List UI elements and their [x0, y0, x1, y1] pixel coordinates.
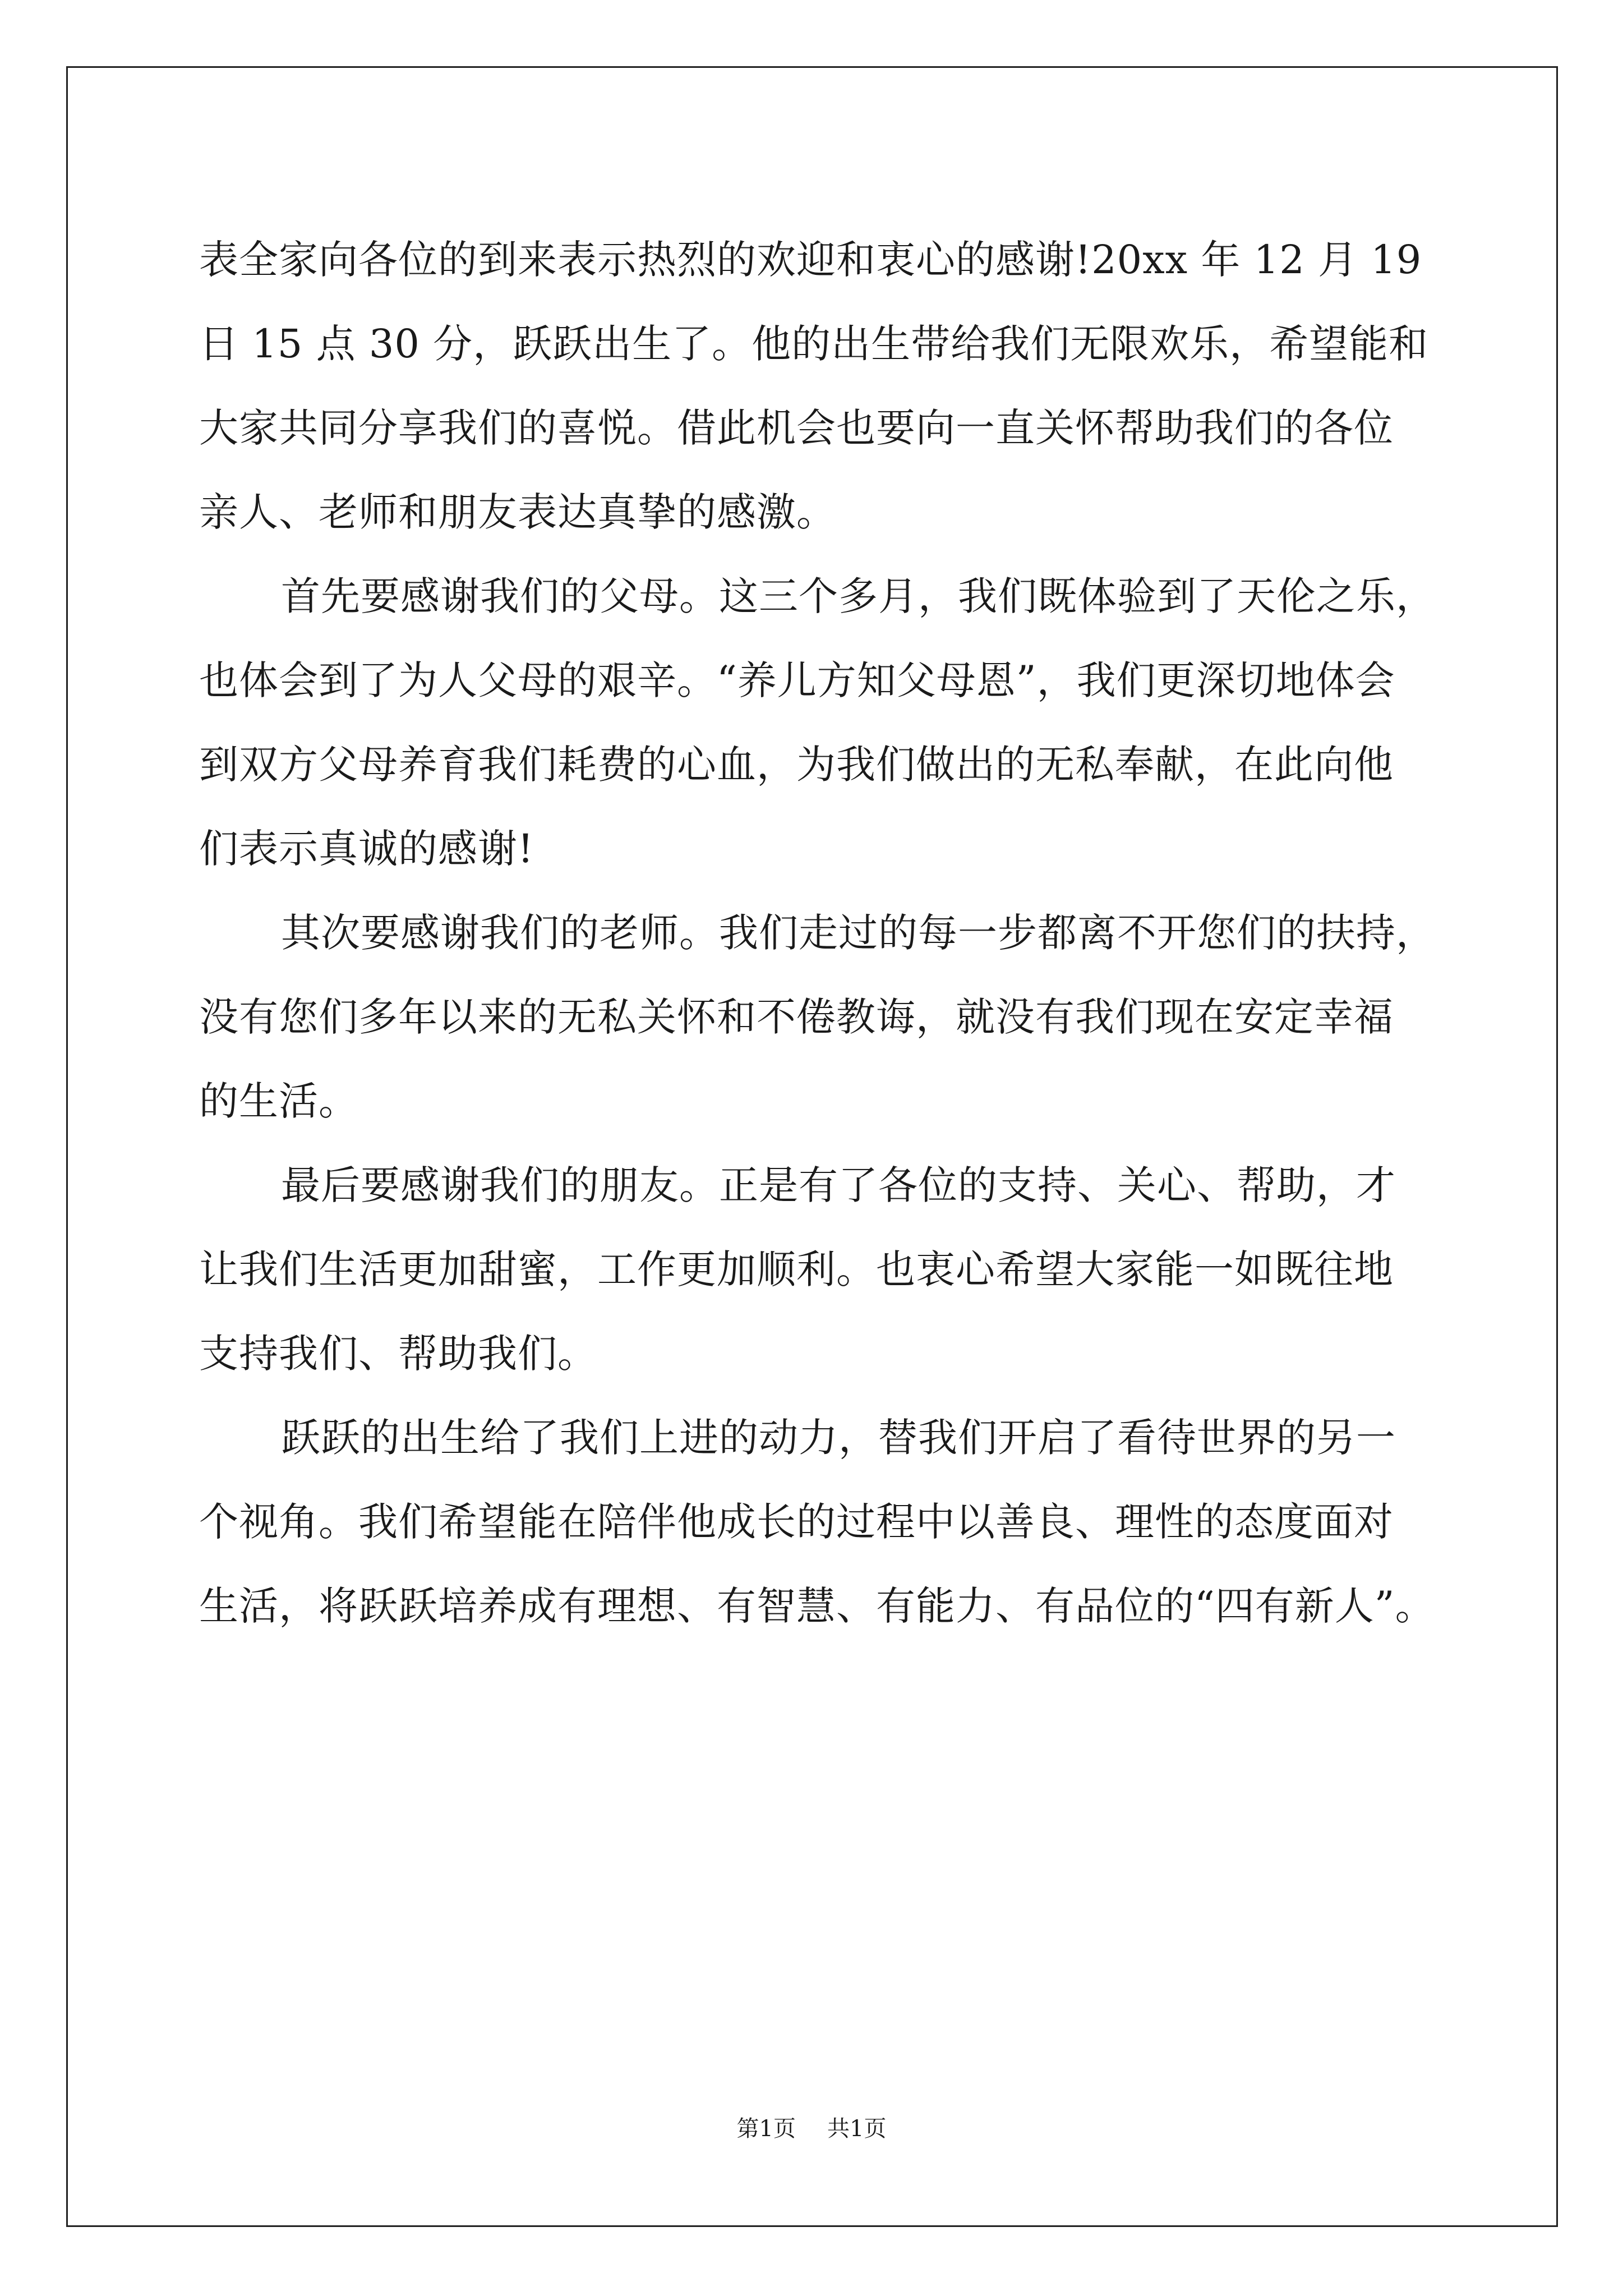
text-line: 其次要感谢我们的老师。我们走过的每一步都离不开您们的扶持，: [281, 910, 1436, 956]
text-line: 表全家向各位的到来表示热烈的欢迎和衷心的感谢!20xx 年 12 月 19: [199, 237, 1422, 283]
paragraph: [199, 554, 1455, 891]
text-line: 大家共同分享我们的喜悦。借此机会也要向一直关怀帮助我们的各位: [199, 405, 1394, 451]
paragraph: [199, 218, 1455, 554]
text-line: 最后要感谢我们的朋友。正是有了各位的支持、关心、帮助，才: [281, 1162, 1396, 1208]
text-line: 让我们生活更加甜蜜，工作更加顺利。也衷心希望大家能一如既往地: [199, 1246, 1394, 1292]
text-line: 们表示真诚的感谢!: [199, 826, 534, 872]
text-line: 日 15 点 30 分，跃跃出生了。他的出生带给我们无限欢乐，希望能和: [199, 321, 1429, 367]
paragraph: [199, 1143, 1455, 1396]
page-total: 共1页: [827, 2116, 887, 2142]
text-line: 首先要感谢我们的父母。这三个多月，我们既体验到了天伦之乐，: [281, 573, 1436, 619]
text-line: 也体会到了为人父母的艰辛。“养儿方知父母恩”，我们更深切地体会: [199, 657, 1395, 703]
paragraph: [199, 891, 1455, 1143]
text-line: 生活，将跃跃培养成有理想、有智慧、有能力、有品位的“四有新人”。: [199, 1583, 1435, 1629]
page-footer: [0, 2115, 1623, 2143]
text-line: 亲人、老师和朋友表达真挚的感激。: [199, 489, 836, 535]
paragraph: [199, 1396, 1455, 1648]
text-line: 支持我们、帮助我们。: [199, 1331, 597, 1377]
document-body: [199, 218, 1455, 1648]
text-line: 没有您们多年以来的无私关怀和不倦教诲，就没有我们现在安定幸福: [199, 994, 1394, 1040]
page-number: 第1页: [736, 2116, 796, 2142]
text-line: 跃跃的出生给了我们上进的动力，替我们开启了看待世界的另一: [281, 1415, 1396, 1461]
text-line: 到双方父母养育我们耗费的心血，为我们做出的无私奉献，在此向他: [199, 742, 1394, 788]
text-line: 个视角。我们希望能在陪伴他成长的过程中以善良、理性的态度面对: [199, 1499, 1394, 1545]
text-line: 的生活。: [199, 1078, 358, 1124]
